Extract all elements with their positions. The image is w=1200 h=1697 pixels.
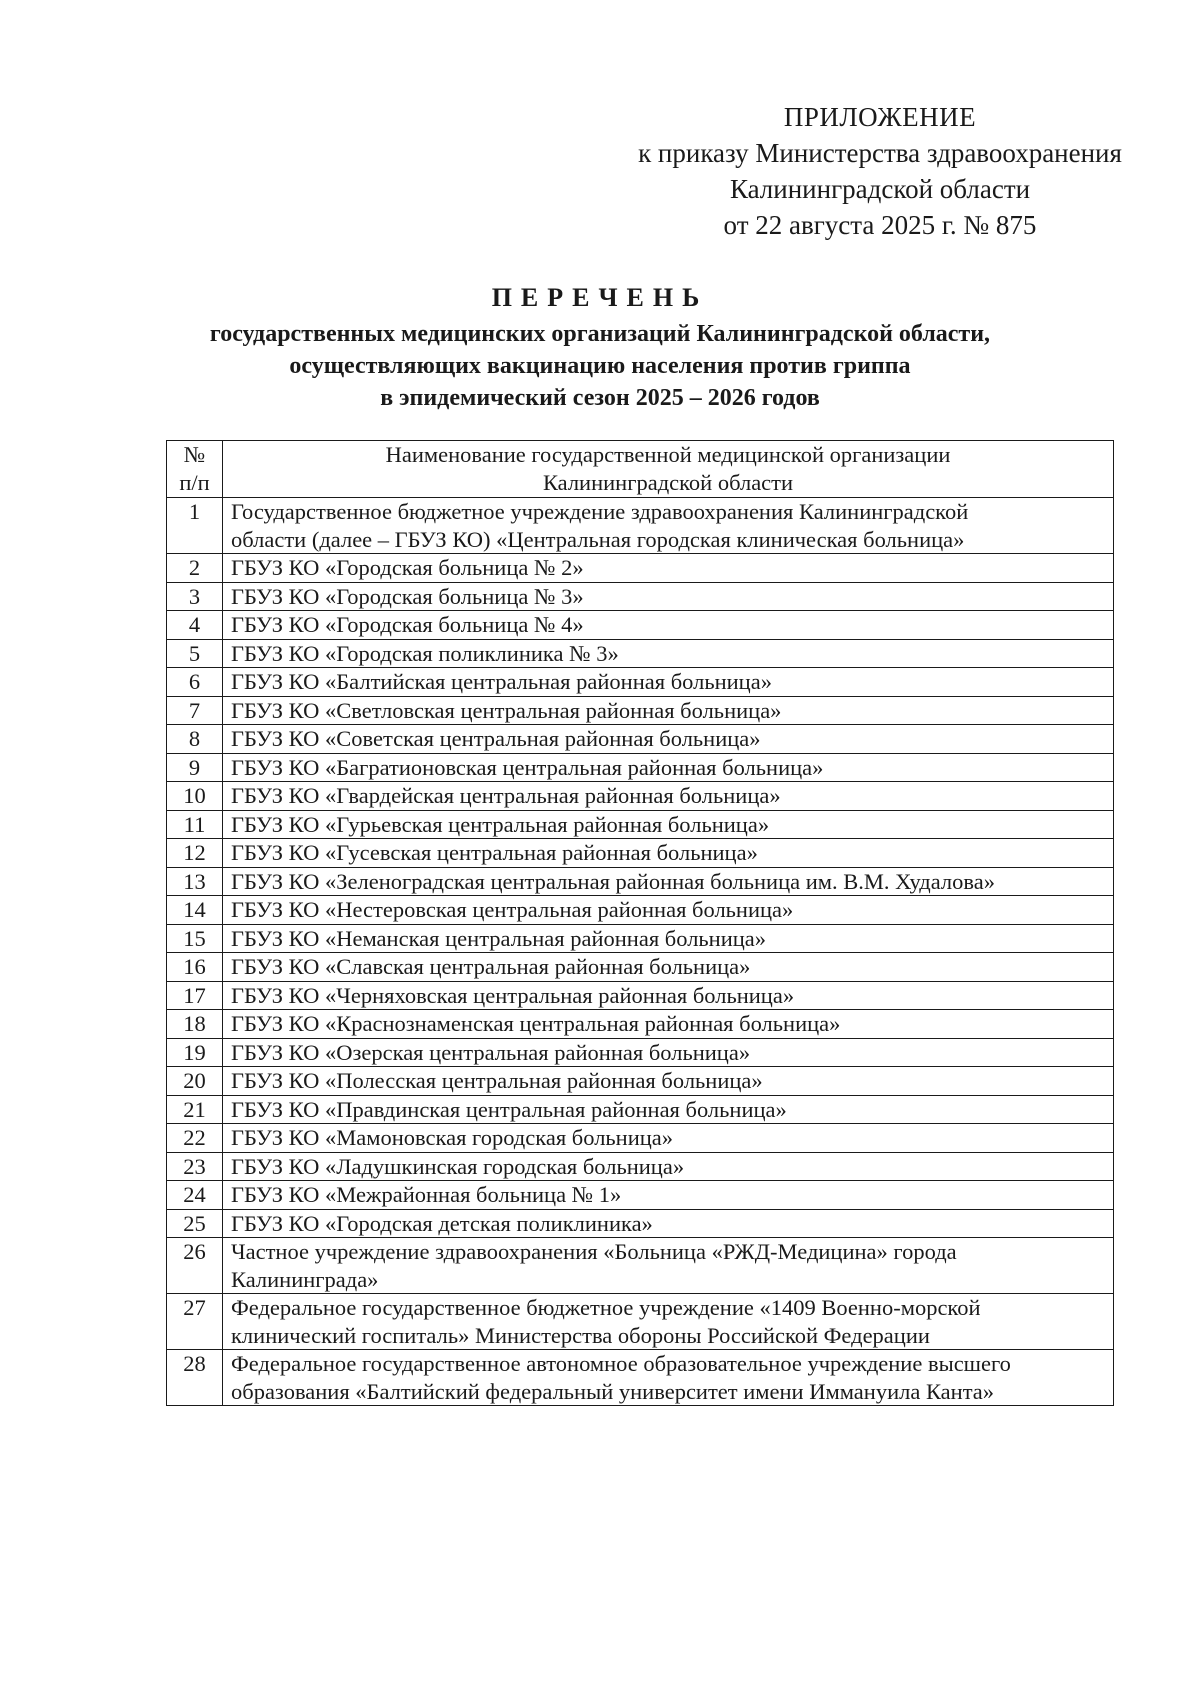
organization-name <box>223 668 1114 697</box>
organization-name <box>223 1238 1114 1294</box>
table-row <box>167 782 1114 811</box>
organization-name <box>223 810 1114 839</box>
row-number: 4 <box>167 611 223 640</box>
row-number: 1 <box>167 498 223 554</box>
heading-line: государственных медицинских организаций Калининградской области, <box>209 321 991 347</box>
table-row <box>167 1181 1114 1210</box>
organization-name-line: ГБУЗ КО «Городская детская поликлиника» <box>231 1210 653 1236</box>
header-text: № <box>183 442 206 467</box>
appendix-title: ПРИЛОЖЕНИЕ <box>783 102 977 132</box>
organization-name-line: ГБУЗ КО «Славская центральная районная больница» <box>231 954 751 979</box>
organization-name <box>223 981 1114 1010</box>
organization-name-line: ГБУЗ КО «Полесская центральная районная больница» <box>231 1068 763 1093</box>
table-row <box>167 1124 1114 1153</box>
organization-name <box>223 639 1114 668</box>
row-number: 28 <box>167 1350 223 1406</box>
row-number: 12 <box>167 839 223 868</box>
organization-name <box>223 1350 1114 1406</box>
table-row <box>167 981 1114 1010</box>
organization-name-line: ГБУЗ КО «Городская больница № 2» <box>231 555 584 580</box>
table-row <box>167 839 1114 868</box>
row-number: 17 <box>167 981 223 1010</box>
organization-name-line: Федеральное государственное автономное образовательное учреждение высшего <box>231 1351 1011 1376</box>
organization-name-line: ГБУЗ КО «Ладушкинская городская больница» <box>231 1153 685 1179</box>
table-row <box>167 725 1114 754</box>
organization-name-line: ГБУЗ КО «Правдинская центральная районная больница» <box>231 1096 787 1122</box>
row-number: 6 <box>167 668 223 697</box>
table-row <box>167 668 1114 697</box>
organization-name-line: ГБУЗ КО «Краснознаменская центральная районная больница» <box>231 1011 841 1036</box>
organization-name-line: ГБУЗ КО «Черняховская центральная районная больница» <box>231 982 795 1008</box>
organization-name-line: ГБУЗ КО «Гусевская центральная районная больница» <box>231 840 758 865</box>
table-row <box>167 810 1114 839</box>
table-row <box>167 1038 1114 1067</box>
table-row <box>167 1010 1114 1039</box>
organization-name-line: Государственное бюджетное учреждение здравоохранения Калининградской <box>231 499 969 524</box>
appendix-line: Калининградской области <box>729 174 1031 204</box>
table-row <box>167 582 1114 611</box>
organization-name <box>223 782 1114 811</box>
organization-name <box>223 1294 1114 1350</box>
heading-title: ПЕРЕЧЕНЬ <box>491 283 709 312</box>
organization-name-line: ГБУЗ КО «Гвардейская центральная районная больница» <box>231 783 781 808</box>
organization-name <box>223 924 1114 953</box>
organization-name <box>223 1038 1114 1067</box>
organization-name-line: ГБУЗ КО «Озерская центральная районная больница» <box>231 1039 751 1065</box>
table-row <box>167 1238 1114 1294</box>
table-row <box>167 867 1114 896</box>
table-row <box>167 611 1114 640</box>
table-row <box>167 1067 1114 1096</box>
table-row <box>167 1152 1114 1181</box>
row-number: 15 <box>167 924 223 953</box>
organization-name-line: образования «Балтийский федеральный университет имени Иммануила Канта» <box>231 1378 995 1404</box>
row-number: 13 <box>167 867 223 896</box>
organization-name <box>223 1124 1114 1153</box>
organization-name <box>223 498 1114 554</box>
organization-name <box>223 1010 1114 1039</box>
organization-name <box>223 554 1114 583</box>
table-row <box>167 1095 1114 1124</box>
organization-name <box>223 1095 1114 1124</box>
heading-line: в эпидемический сезон 2025 – 2026 годов <box>380 385 820 411</box>
table-row <box>167 896 1114 925</box>
column-header-name <box>223 441 1114 498</box>
appendix-line: от 22 августа 2025 г. № 875 <box>723 210 1037 240</box>
organization-name-line: ГБУЗ КО «Зеленоградская центральная районная больница им. В.М. Худалова» <box>231 868 995 894</box>
organization-name-line: ГБУЗ КО «Багратионовская центральная районная больница» <box>231 754 824 780</box>
header-text: п/п <box>179 470 210 495</box>
row-number: 8 <box>167 725 223 754</box>
row-number: 3 <box>167 582 223 611</box>
organization-name-line: ГБУЗ КО «Мамоновская городская больница» <box>231 1125 674 1150</box>
table-row <box>167 639 1114 668</box>
organization-name <box>223 1209 1114 1238</box>
row-number: 14 <box>167 896 223 925</box>
appendix-block <box>620 99 1140 243</box>
organization-name <box>223 725 1114 754</box>
row-number: 16 <box>167 953 223 982</box>
organization-name <box>223 611 1114 640</box>
column-header-number <box>167 441 223 498</box>
organization-name <box>223 867 1114 896</box>
organization-name-line: ГБУЗ КО «Неманская центральная районная больница» <box>231 925 767 951</box>
row-number: 21 <box>167 1095 223 1124</box>
header-text: Калининградской области <box>542 470 794 495</box>
organization-name <box>223 753 1114 782</box>
organization-name <box>223 582 1114 611</box>
table-row <box>167 498 1114 554</box>
organization-name <box>223 1152 1114 1181</box>
document-heading <box>160 280 1040 414</box>
organization-name-line: ГБУЗ КО «Светловская центральная районная больница» <box>231 697 782 723</box>
organization-name <box>223 696 1114 725</box>
organization-name-line: ГБУЗ КО «Гурьевская центральная районная больница» <box>231 811 770 837</box>
organization-name-line: Частное учреждение здравоохранения «Больница «РЖД-Медицина» города <box>231 1239 957 1264</box>
row-number: 5 <box>167 639 223 668</box>
organization-name-line: ГБУЗ КО «Городская больница № 3» <box>231 583 584 609</box>
table-row <box>167 554 1114 583</box>
organization-name-line: области (далее – ГБУЗ КО) «Центральная городская клиническая больница» <box>231 526 965 552</box>
organization-name <box>223 839 1114 868</box>
row-number: 25 <box>167 1209 223 1238</box>
row-number: 11 <box>167 810 223 839</box>
organization-name <box>223 953 1114 982</box>
row-number: 22 <box>167 1124 223 1153</box>
row-number: 23 <box>167 1152 223 1181</box>
row-number: 19 <box>167 1038 223 1067</box>
organization-name-line: ГБУЗ КО «Нестеровская центральная районная больница» <box>231 897 794 922</box>
row-number: 7 <box>167 696 223 725</box>
table-row <box>167 1209 1114 1238</box>
organization-name-line: ГБУЗ КО «Городская больница № 4» <box>231 612 584 637</box>
organizations-table <box>166 440 1114 1406</box>
row-number: 2 <box>167 554 223 583</box>
header-text: Наименование государственной медицинской организации <box>385 442 951 467</box>
row-number: 24 <box>167 1181 223 1210</box>
table-row <box>167 1350 1114 1406</box>
organization-name-line: Федеральное государственное бюджетное учреждение «1409 Военно-морской <box>231 1295 981 1320</box>
row-number: 26 <box>167 1238 223 1294</box>
row-number: 27 <box>167 1294 223 1350</box>
row-number: 9 <box>167 753 223 782</box>
table-row <box>167 924 1114 953</box>
table-row <box>167 696 1114 725</box>
organization-name-line: клинический госпиталь» Министерства обороны Российской Федерации <box>231 1322 930 1348</box>
table-body <box>167 498 1114 1406</box>
heading-line: осуществляющих вакцинацию населения против гриппа <box>289 353 911 379</box>
organization-name <box>223 1067 1114 1096</box>
organization-name <box>223 1181 1114 1210</box>
organization-name-line: ГБУЗ КО «Балтийская центральная районная больница» <box>231 669 772 694</box>
table-row <box>167 953 1114 982</box>
row-number: 18 <box>167 1010 223 1039</box>
table-row <box>167 753 1114 782</box>
organization-name-line: ГБУЗ КО «Советская центральная районная больница» <box>231 726 761 751</box>
row-number: 20 <box>167 1067 223 1096</box>
appendix-line: к приказу Министерства здравоохранения <box>638 138 1122 168</box>
organization-name-line: Калининграда» <box>231 1266 379 1292</box>
organization-name-line: ГБУЗ КО «Городская поликлиника № 3» <box>231 640 619 666</box>
organization-name-line: ГБУЗ КО «Межрайонная больница № 1» <box>231 1182 622 1207</box>
row-number: 10 <box>167 782 223 811</box>
organization-name <box>223 896 1114 925</box>
table-header-row <box>167 441 1114 498</box>
table-row <box>167 1294 1114 1350</box>
